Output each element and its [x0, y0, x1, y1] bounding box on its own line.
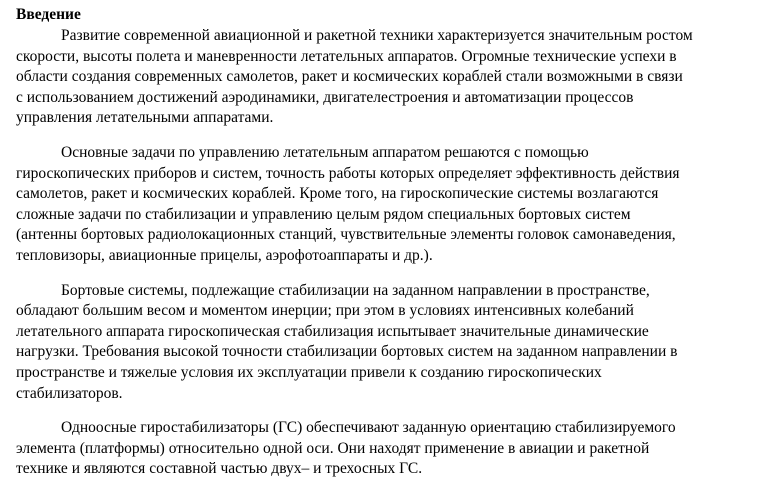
text-line: области создания современных самолетов, ракет и космических кораблей стали возможными в связи [16, 68, 683, 86]
paragraph-spacer [16, 267, 768, 281]
paragraph-4 [16, 418, 768, 480]
text-line: сложные задачи по стабилизации и управлению целым рядом специальных бортовых систем [16, 205, 631, 223]
text-line: Основные задачи по управлению летательным аппаратом решаются с помощью [61, 143, 589, 161]
paragraph-3 [16, 281, 768, 405]
text-line: Бортовые системы, подлежащие стабилизации на заданном направлении в пространстве, [61, 281, 650, 299]
section-heading: Введение [16, 6, 81, 23]
text-line: элемента (платформы) относительно одной оси. Они находят применение в авиации и ракетной [16, 439, 650, 457]
text-line: (антенны бортовых радиолокационных станций, чувствительные элементы головок самонаведения, [16, 226, 676, 244]
text-line: обладают большим весом и моментом инерции; при этом в условиях интенсивных колебаний [16, 302, 634, 320]
text-line: стабилизаторов. [16, 384, 123, 402]
text-line: с использованием достижений аэродинамики, двигателестроения и автоматизации процессов [16, 88, 634, 106]
text-line: скорости, высоты полета и маневренности летательных аппаратов. Огромные технические успехи в [16, 47, 677, 65]
text-line: нагрузки. Требования высокой точности стабилизации бортовых систем на заданном направлении в [16, 343, 678, 361]
paragraph-2 [16, 143, 768, 267]
text-line: пространстве и тяжелые условия их эксплуатации привели к созданию гироскопических [16, 363, 602, 381]
text-line: тепловизоры, авиационные прицелы, аэрофотоаппараты и др.). [16, 246, 433, 264]
text-line: летательного аппарата гироскопическая стабилизация испытывает значительные динамические [16, 322, 649, 340]
text-line: управления летательными аппаратами. [16, 109, 274, 127]
paragraph-spacer [16, 129, 768, 143]
text-line: технике и являются составной частью двух– и трехосных ГС. [16, 460, 423, 478]
text-line: самолетов, ракет и космических кораблей. Кроме того, на гироскопические системы возлагаются [16, 185, 659, 203]
text-line: гироскопических приборов и систем, точность работы которых определяет эффективность действия [16, 164, 680, 182]
text-line: Одноосные гиростабилизаторы (ГС) обеспечивают заданную ориентацию стабилизируемого [61, 419, 676, 437]
paragraph-spacer [16, 404, 768, 418]
text-line: Развитие современной авиационной и ракетной техники характеризуется значительным ростом [61, 27, 693, 44]
paragraph-1 [16, 26, 768, 129]
document-page [16, 4, 768, 480]
